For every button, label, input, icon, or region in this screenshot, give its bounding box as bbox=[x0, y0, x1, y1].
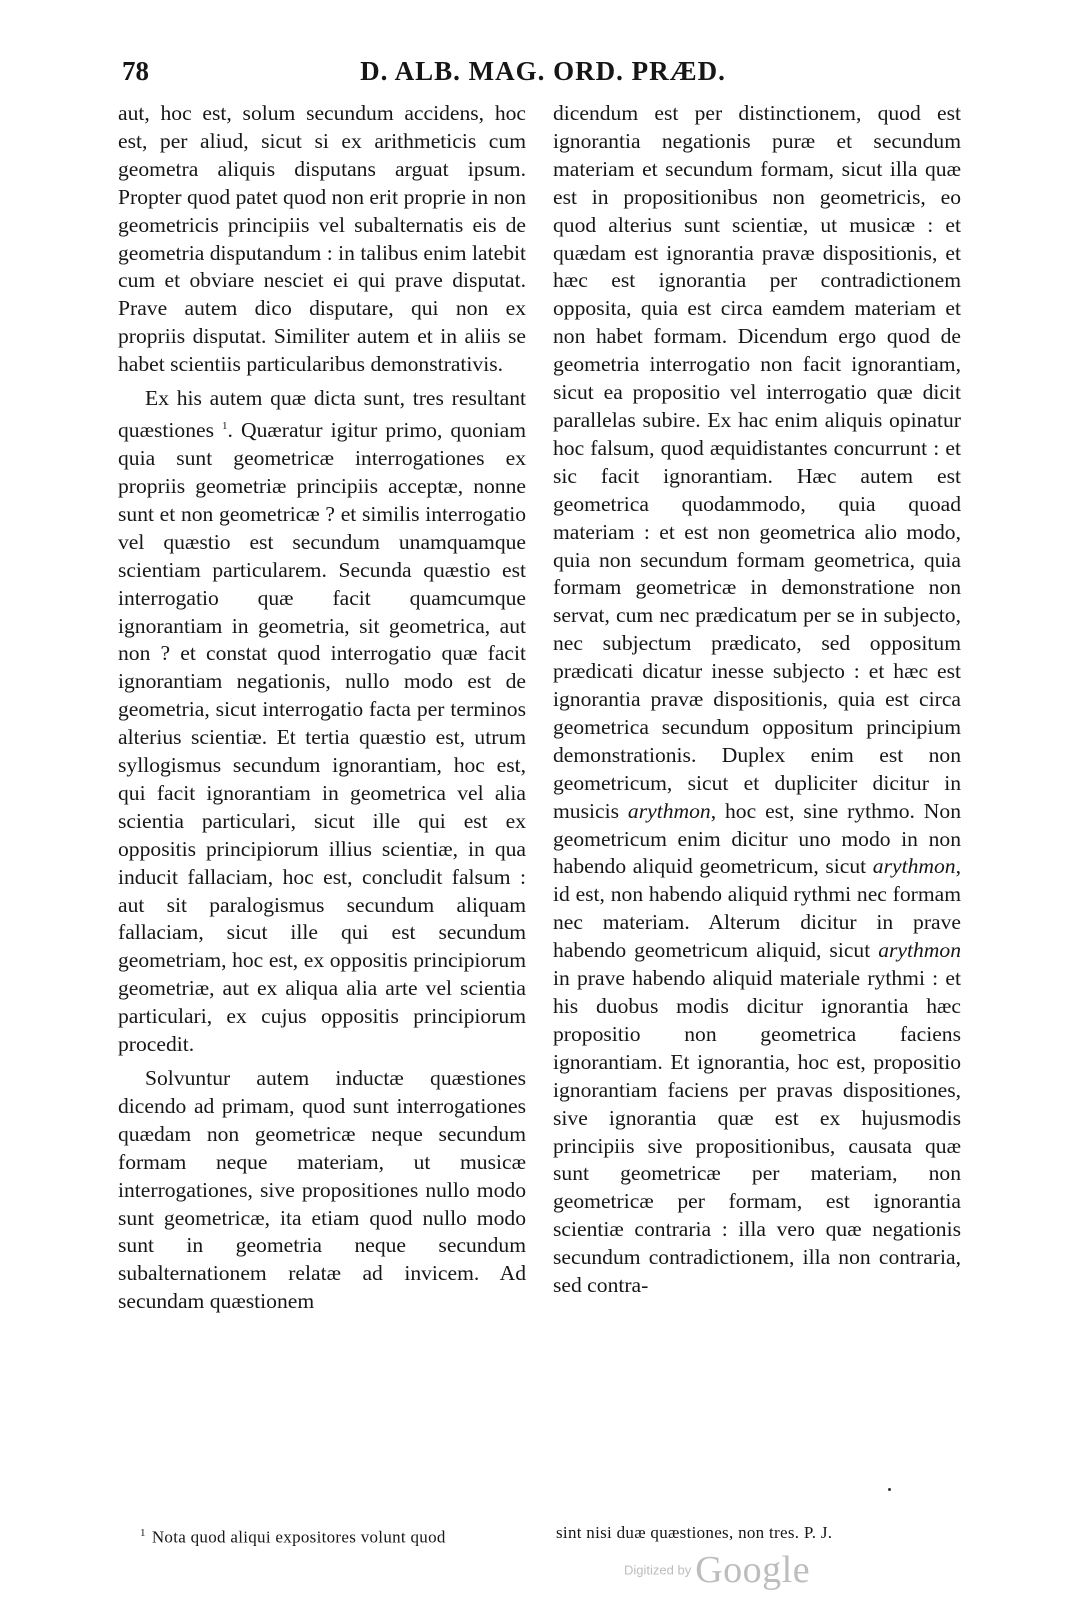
footnote-right-text: sint nisi duæ quæstiones, non tres. P. J. bbox=[556, 1523, 833, 1542]
left-paragraph-1: aut, hoc est, solum secundum accidens, hoc est, per aliud, sicut si ex arithmeticis cum geometra aliquis disputans arguat ipsum. Propter quod patet quod non erit proprie in non geometricis principiis vel subalternatis eis de geometria disputandum : in talibus enim latebit cum et obviare nesciet ei qui prave disputat. Prave autem dico disputare, qui non ex propriis disputat. Similiter autem et in aliis se habet scientiis particularibus demonstrativis. bbox=[118, 101, 526, 377]
footnote-left bbox=[140, 1522, 446, 1549]
italic-term-3: arythmon bbox=[878, 938, 961, 963]
right-text-4: in prave habendo aliquid materiale rythmi : et his duobus modis dicitur ignorantia hæc propositio non geometrica faciens ignorantiam. Et ignorantia, hoc est, propositio ignorantiam faciens per pravas dispositiones, sive ignorantia quæ est ex hujusmodis principiis sive propositionibus, causata quæ sunt geometricæ per materiam, non geometricæ per formam, est ignorantia scientiæ contraria : illa vero quæ negationis secundum contradictionem, illa non contraria, sed contra- bbox=[553, 966, 961, 1298]
page-header bbox=[118, 56, 968, 96]
right-text-1: dicendum est per distinctionem, quod est ignorantia negationis puræ et secundum materiam et secundum formam, sicut illa quæ est in propositionibus non geometricis, eo quod alterius sunt scientiæ, ut musicæ : et quædam est ignorantia pravæ dispositionis, et hæc est ignorantia per contradictionem opposita, quia est circa eamdem materiam et non habet formam. Dicendum ergo quod de geometria interrogatio non facit ignorantiam, sicut ea propositio vel interrogatio quæ dicit parallelas subire. Ex hac enim aliquis opinatur hoc falsum, quod æquidistantes concurrunt : et sic facit ignorantiam. Hæc autem est geometrica quodammodo, quia quoad materiam : et est non geometrica alio modo, quia non secundum formam geometrica, quia formam geometricæ in demonstratione non servat, cum nec prædicatum per se in subjecto, nec subjectum prædicato, sed oppositum prædicati dicatur inesse subjecto : et hæc est ignorantia pravæ dispositionis, quia est circa geometrica secundum oppositum principium demonstrationis. Duplex enim est non geometricum, sicut et dupliciter dicitur in musicis bbox=[553, 101, 961, 823]
footnote-right bbox=[556, 1522, 832, 1544]
watermark-caption: Digitized by bbox=[624, 1562, 692, 1578]
footnote-mark: 1 bbox=[140, 1527, 146, 1539]
right-text-3: , id est, non habendo aliquid rythmi nec formam nec materiam. Alterum dicitur in prave habendo geometricum aliquid, sicut bbox=[553, 854, 961, 963]
google-logo: Google bbox=[695, 1549, 811, 1591]
footnote-reference: 1 bbox=[222, 419, 228, 432]
left-paragraph-2-start: Ex his autem quæ dicta sunt, tres resultant quæstiones bbox=[118, 386, 526, 443]
footnote-left-text: Nota quod aliqui expositores volunt quod bbox=[151, 1527, 446, 1547]
left-column bbox=[118, 100, 526, 1316]
right-column bbox=[553, 100, 961, 1300]
right-paragraph bbox=[553, 100, 961, 1300]
left-paragraph-3: Solvuntur autem inductæ quæstiones dicendo ad primam, quod sunt interrogationes quædam non geometricæ neque secundum formam neque materiam, ut musicæ interrogationes, sive propositiones nullo modo sunt geometricæ, ita etiam quod nullo modo sunt in geometria neque secundum subalternationem relatæ ad invicem. Ad secundam quæstionem bbox=[118, 1066, 526, 1314]
left-paragraph-2-rest: . Quæratur igitur primo, quoniam quia sunt geometricæ interrogationes ex propriis geometriæ principiis acceptæ, nonne sunt et non geometricæ ? et similis interrogatio vel quæstio est secundum unamquamque scientiam particularem. Secunda quæstio est interrogatio quæ facit quamcumque ignorantiam in geometria, sit geometrica, aut non ? et constat quod interrogatio quæ facit ignorantiam negationis, nullo modo est de geometria, sicut interrogatio facta per terminos alterius scientiæ. Et tertia quæstio est, utrum syllogismus secundum ignorantiam, hoc est, qui facit ignorantiam in geometrica vel alia scientia particulari, sicut ille qui est ex oppositis principiorum illius scientiæ, in qua inducit fallaciam, hoc est, concludit falsum : aut sit paralogismus secundum aliquam fallaciam, sicut ille qui est secundum geometriam, hoc est, ex oppositis principiorum geometriæ, aut ex aliqua alia arte vel scientia particulari, ex cujus oppositis principiorum procedit. bbox=[118, 418, 526, 1057]
running-title: D. ALB. MAG. ORD. PRÆD. bbox=[360, 56, 726, 86]
google-watermark bbox=[624, 1548, 810, 1592]
ink-dot bbox=[888, 1488, 891, 1491]
left-paragraph-2 bbox=[118, 385, 526, 1059]
right-text-2: , hoc est, sine rythmo. Non geometricum enim dicitur uno modo in non habendo aliquid geometricum, sicut bbox=[553, 798, 961, 879]
page-number: 78 bbox=[122, 56, 149, 86]
italic-term-1: arythmon bbox=[627, 798, 711, 823]
italic-term-2: arythmon bbox=[872, 854, 956, 879]
